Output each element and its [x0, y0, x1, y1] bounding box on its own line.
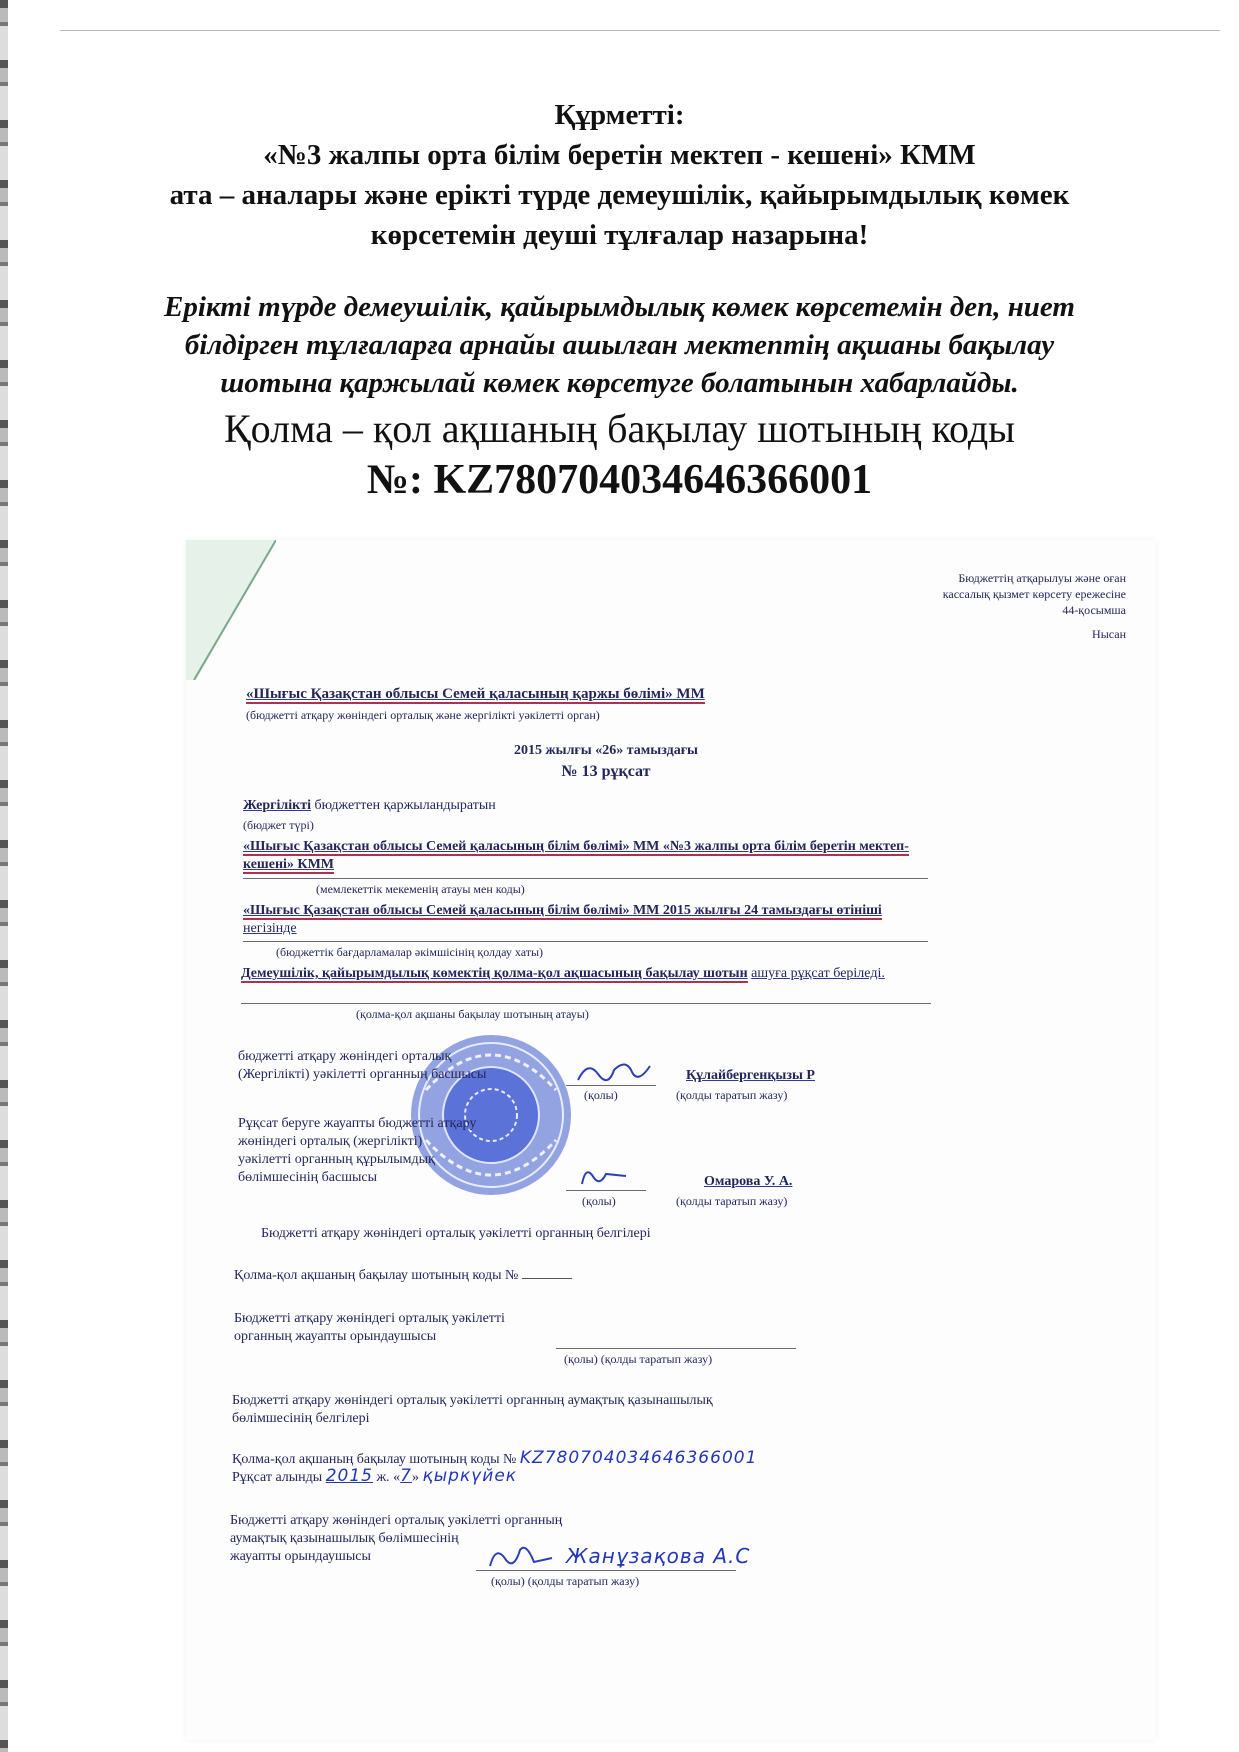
central-marks-heading: Бюджетті атқару жөніндегі орталық уәкілетті органның белгілері — [261, 1226, 651, 1241]
budget-type-value: Жергілікті — [243, 798, 311, 813]
notice-audience-line-2: көрсетемін деуші тұлғалар назарына! — [370, 219, 869, 251]
treasury-marks — [232, 1392, 713, 1428]
notice-header — [0, 95, 1239, 506]
received-year: 2015 — [325, 1466, 373, 1486]
scan-top-line — [60, 30, 1220, 31]
account-caption: (қолма-қол ақшаны бақылау шотының атауы) — [356, 1007, 589, 1021]
received-line — [232, 1466, 517, 1486]
treasury-code-line — [232, 1448, 757, 1468]
permit-date: 2015 жылғы «26» тамыздағы — [514, 743, 698, 758]
final-title-line-3: жауапты орындаушысы — [230, 1549, 371, 1564]
central-code-label: Қолма-қол ақшаның бақылау шотының коды № — [234, 1268, 519, 1283]
account-code-label: Қолма – қол ақшаның бақылау шотының коды — [223, 406, 1016, 451]
institution-name-text: «Шығыс Қазақстан облысы Семей қаласының білім бөлімі» ММ «№3 жалпы орта білім беретін мектеп-кешені» КММ — [243, 839, 909, 872]
head-sign-rule — [566, 1085, 656, 1086]
form-label: Нысан — [1092, 627, 1126, 641]
dept-signature — [576, 1160, 636, 1190]
dept-sign-rule — [566, 1190, 646, 1191]
notice-audience-line-1: ата – аналары және ерікті түрде демеушілік, қайырымдылық көмек — [169, 179, 1070, 211]
dept-name: Омарова У. А. — [704, 1174, 793, 1189]
account-text — [241, 965, 941, 983]
received-label: Рұқсат алынды — [232, 1470, 323, 1485]
basis-text-rest: негізінде — [243, 921, 297, 936]
folded-corner-mark — [186, 540, 276, 680]
received-mid: ж. « — [376, 1470, 401, 1485]
exec-title — [234, 1310, 505, 1346]
budget-type — [243, 798, 496, 814]
appendix-line-2: кассалық қызмет көрсету ережесіне — [942, 587, 1126, 601]
notice-body — [0, 288, 1239, 402]
dept-sign-caption: (қолы) — [582, 1194, 616, 1208]
institution-rule — [243, 878, 928, 879]
appendix-line-3: 44-қосымша — [1062, 603, 1126, 617]
account-code-number: №: KZ780704034646366001 — [366, 457, 873, 503]
notice-address — [0, 95, 1239, 255]
dept-title-line-1: Рұқсат беруге жауапты бюджетті атқару — [238, 1116, 477, 1131]
dept-title-line-3: уәкілетті органның құрылымдық — [238, 1152, 435, 1167]
head-title-line-2: (Жергілікті) уәкілетті органның басшысы — [238, 1067, 487, 1082]
final-handwritten-name: Жанұзақова А.С — [566, 1544, 751, 1568]
notice-body-line-1: Ерікті түрде демеушілік, қайырымдылық көмек көрсетемін деп, ниет — [164, 291, 1075, 323]
institution-caption: (мемлекеттік мекеменің атауы мен коды) — [316, 882, 525, 896]
account-rule — [241, 1003, 931, 1004]
central-code-line — [234, 1268, 572, 1284]
received-day: 7 — [400, 1466, 412, 1486]
notice-body-line-3: шотына қаржылай көмек көрсетуге болатынын хабарлайды. — [220, 367, 1019, 399]
budget-type-caption: (бюджет түрі) — [243, 818, 314, 832]
exec-rule — [556, 1348, 796, 1349]
dept-name-caption: (қолды таратып жазу) — [676, 1194, 788, 1208]
head-name-caption: (қолды таратып жазу) — [676, 1088, 788, 1102]
budget-type-rest: бюджеттен қаржыландыратын — [314, 798, 496, 813]
treasury-code-handwritten: KZ780704034646366001 — [519, 1448, 758, 1468]
notice-greeting: Құрметті: — [554, 99, 685, 131]
account-text-rest: ашуға рұқсат беріледі. — [751, 966, 885, 981]
final-title-line-1: Бюджетті атқару жөніндегі орталық уәкілетті органның — [230, 1513, 563, 1528]
received-close: » — [411, 1470, 419, 1485]
dept-title-line-2: жөніндегі орталық (жергілікті) — [238, 1134, 423, 1149]
authority-caption: (бюджетті атқару жөніндегі орталық және жергілікті уәкілетті орган) — [246, 708, 600, 722]
head-name: Құлайбергенқызы Р — [686, 1068, 815, 1083]
exec-caption: (қолы) (қолды таратып жазу) — [564, 1352, 713, 1366]
authority-name-text: «Шығыс Қазақстан облысы Семей қаласының қаржы бөлімі» ММ — [246, 686, 705, 702]
permit-number: № 13 рұқсат — [561, 763, 651, 780]
final-caption: (қолы) (қолды таратып жазу) — [491, 1574, 640, 1588]
appendix-line-1: Бюджеттің атқарылуы және оған — [958, 571, 1126, 585]
notice-body-line-2: білдірген тұлғаларға арнайы ашылған мектептің ақшаны бақылау — [184, 329, 1055, 361]
exec-title-line-2: органның жауапты орындаушысы — [234, 1329, 437, 1344]
received-month: қыркүйек — [422, 1466, 518, 1486]
head-title — [238, 1048, 486, 1084]
final-signature — [486, 1540, 556, 1574]
final-title-line-2: аумақтық қазынашылық бөлімшесінің — [230, 1531, 459, 1546]
treasury-marks-line-1: Бюджетті атқару жөніндегі орталық уәкілетті органның аумақтық қазынашылық — [232, 1393, 713, 1408]
basis-text — [243, 902, 923, 938]
authority-name — [246, 686, 705, 703]
final-rule — [476, 1570, 736, 1571]
basis-rule — [243, 941, 928, 942]
treasury-marks-line-2: бөлімшесінің белгілері — [232, 1411, 370, 1426]
basis-text-main: «Шығыс Қазақстан облысы Семей қаласының білім бөлімі» ММ 2015 жылғы 24 тамыздағы өтініші — [243, 903, 882, 918]
head-title-line-1: бюджетті атқару жөніндегі орталық — [238, 1049, 452, 1064]
exec-title-line-1: Бюджетті атқару жөніндегі орталық уәкілетті — [234, 1311, 505, 1326]
treasury-code-label: Қолма-қол ақшаның бақылау шотының коды № — [232, 1452, 517, 1467]
head-sign-caption: (қолы) — [584, 1088, 618, 1102]
dept-title-line-4: бөлімшесінің басшысы — [238, 1170, 378, 1185]
appendix-note — [943, 570, 1126, 642]
basis-caption: (бюджеттік бағдарламалар әкімшісінің қолдау хаты) — [276, 945, 544, 959]
account-text-main: Демеушілік, қайырымдылық көмектің қолма-қол ақшасының бақылау шотын — [241, 966, 748, 981]
notice-school-name: «№3 жалпы орта білім беретін мектеп - кешені» КММ — [263, 139, 976, 171]
institution-name — [243, 838, 923, 874]
permit-document-scan — [186, 540, 1156, 1740]
dept-title — [238, 1115, 476, 1187]
